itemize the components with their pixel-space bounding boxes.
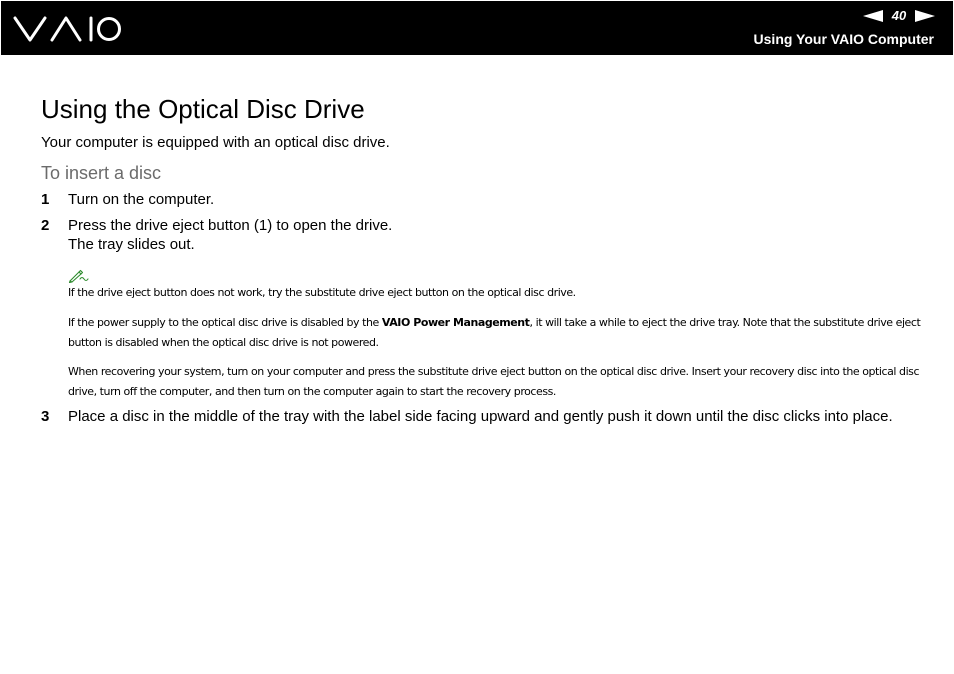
step-number: 1 (41, 191, 50, 208)
note-paragraph: When recovering your system, turn on your computer and press the substitute drive eject button on the optical disc drive. Insert your recovery disc into the optical disc drive, turn off the computer, and then turn on the computer again to start the recovery process. (68, 365, 920, 398)
vaio-logo (12, 14, 122, 44)
page-navigation (863, 7, 935, 25)
step-text (68, 216, 921, 254)
note-text: , it will take a while to eject the drive tray. Note that the substitute drive eject button is disabled when the optical disc drive is not powered. (68, 316, 921, 349)
next-page-icon[interactable] (915, 10, 935, 22)
step-text (68, 190, 921, 209)
previous-page-icon[interactable] (863, 10, 883, 22)
note-text: If the power supply to the optical disc drive is disabled by the (68, 316, 382, 329)
step-line: Press the drive eject button (1) to open the drive. (68, 217, 393, 234)
step-line: The tray slides out. (68, 236, 195, 253)
step-line: Turn on the computer. (68, 191, 215, 208)
step-line: Place a disc in the middle of the tray with the label side facing upward and gently push it down until the disc clicks into place. (68, 408, 893, 425)
header-bar (1, 1, 953, 55)
step-number: 2 (41, 217, 50, 234)
note-paragraph (68, 313, 921, 353)
intro-text: Your computer is equipped with an optical disc drive. (41, 134, 390, 151)
section-title: Using Your VAIO Computer (753, 31, 934, 47)
step-2 (41, 216, 921, 254)
step-text (68, 407, 921, 426)
step-3 (41, 407, 921, 426)
note-block (68, 269, 921, 402)
main-content (41, 93, 921, 426)
feature-name: VAIO Power Management (381, 316, 530, 329)
step-number: 3 (41, 408, 50, 425)
note-paragraph: If the drive eject button does not work, try the substitute drive eject button on the optical disc drive. (68, 286, 576, 299)
procedure-heading: To insert a disc (41, 163, 162, 183)
pencil-note-icon (68, 269, 90, 283)
page-number: 40 (891, 8, 907, 23)
step-1 (41, 190, 921, 209)
page-title: Using the Optical Disc Drive (41, 94, 365, 124)
